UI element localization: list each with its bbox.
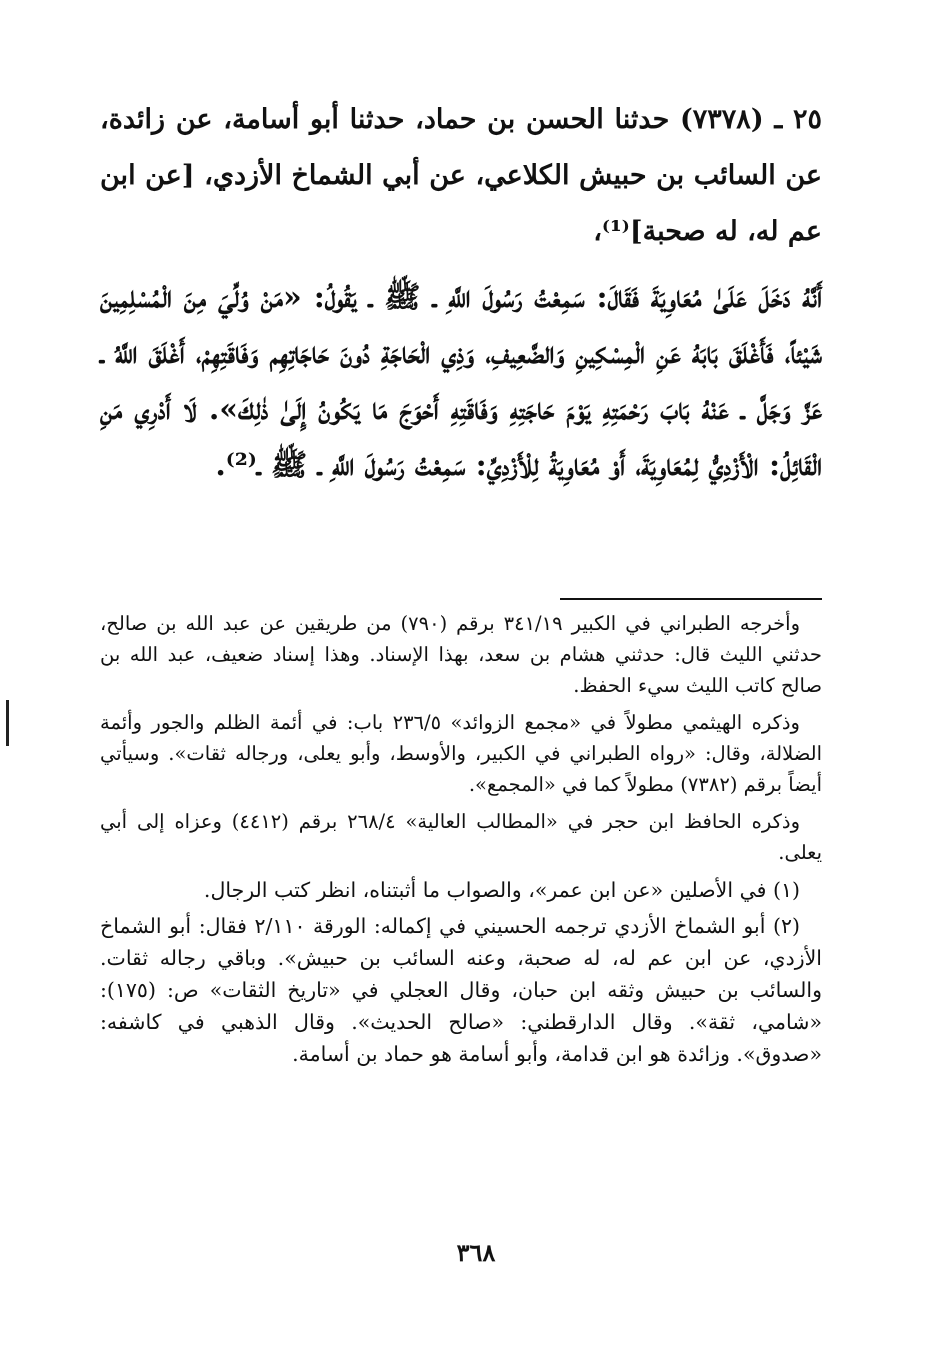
footnote-separator [560,598,822,600]
isnad-text: حدثنا الحسن بن حماد، حدثنا أبو أسامة، عن زائدة، عن السائب بن حبيش الكلاعي، عن أبي الشماخ الأزدي، [عن ابن عم له، له صحبة]⁽¹⁾، [100,104,822,247]
matn-text: أَنَّهُ دَخَلَ عَلَىٰ مُعَاوِيَةَ فَقَالَ: سَمِعْتُ رَسُولَ اللَّهِ ـ ﷺ ـ يَقُولُ: «مَنْ وُلِّيَ مِنَ الْمُسْلِمِينَ شَيْئاً، فَأَغْلَقَ بَابَهُ عَنِ الْمِسْكِينِ وَالضَّعِيفِ، وَذِي الْحَاجَةِ دُونَ حَاجَاتِهِم وَفَاقَتِهِمْ، أَغْلَقَ اللَّهُ ـ عَزَّ وَجَلَّ ـ عَنْهُ بَابَ رَحْمَتِهِ يَوْمَ حَاجَتِهِ وَفَاقَتِهِ أَحْوَجَ مَا يَكُونُ إِلَىٰ ذٰلِكَ». لَا أَدْرِي مَنِ الْقَائِلُ: الْأَزْدِيُّ لِمُعَاوِيَةَ، أَوْ مُعَاوِيَةُ لِلْأَزْدِيِّ: سَمِعْتُ رَسُولَ اللَّهِ ـ ﷺ ـ⁽²⁾. [100,280,822,483]
footnote-takhrij-1: وأخرجه الطبراني في الكبير ٣٤١/١٩ برقم (٧٩٠) من طريقين عن عبد الله بن صالح، حدثني الليث قال: حدثني هشام بن سعد، بهذا الإسناد. وهذا إسناد ضعيف، عبد الله بن صالح كاتب الليث سيء الحفظ. [100,612,822,697]
footnotes [100,608,822,1074]
footnote-2: (٢) أبو الشماخ الأزدي ترجمه الحسيني في إكماله: الورقة ٢/١١٠ فقال: أبو الشماخ الأزدي، عن ابن عم له، له صحبة، وعنه السائب بن حبيش». وباقي رجاله ثقات. والسائب بن حبيش وثقه ابن حبان، وقال العجلي في «تاريخ الثقات» ص: (١٧٥): «شامي، ثقة». وقال الدارقطني: «صالح الحديث». وقال الذهبي في كاشفه: «صدوق». وزائدة هو ابن قدامة، وأبو أسامة هو حماد بن أسامة. [100,914,822,1066]
isnad-paragraph [100,92,822,260]
main-text [100,92,822,494]
footnote-1: (١) في الأصلين «عن ابن عمر»، والصواب ما أثبتناه، انظر كتب الرجال. [203,878,800,902]
matn-paragraph [100,270,822,494]
hadith-number: ٢٥ ـ (٧٣٧٨) [680,104,822,135]
page-number: ٣٦٨ [456,1238,496,1267]
footnote-takhrij-2: وذكره الهيثمي مطولاً في «مجمع الزوائد» ٢٣٦/٥ باب: في أئمة الظلم والجور وأئمة الضلالة، وقال: «رواه الطبراني في الكبير، والأوسط، وأبو يعلى، ورجاله ثقات». وسيأتي أيضاً برقم (٧٣٨٢) مطولاً كما في «المجمع». [100,711,822,796]
scan-margin-mark [6,700,9,746]
footnote-takhrij-3: وذكره الحافظ ابن حجر في «المطالب العالية» ٢٦٨/٤ برقم (٤٤١٢) وعزاه إلى أبي يعلى. [100,810,822,864]
